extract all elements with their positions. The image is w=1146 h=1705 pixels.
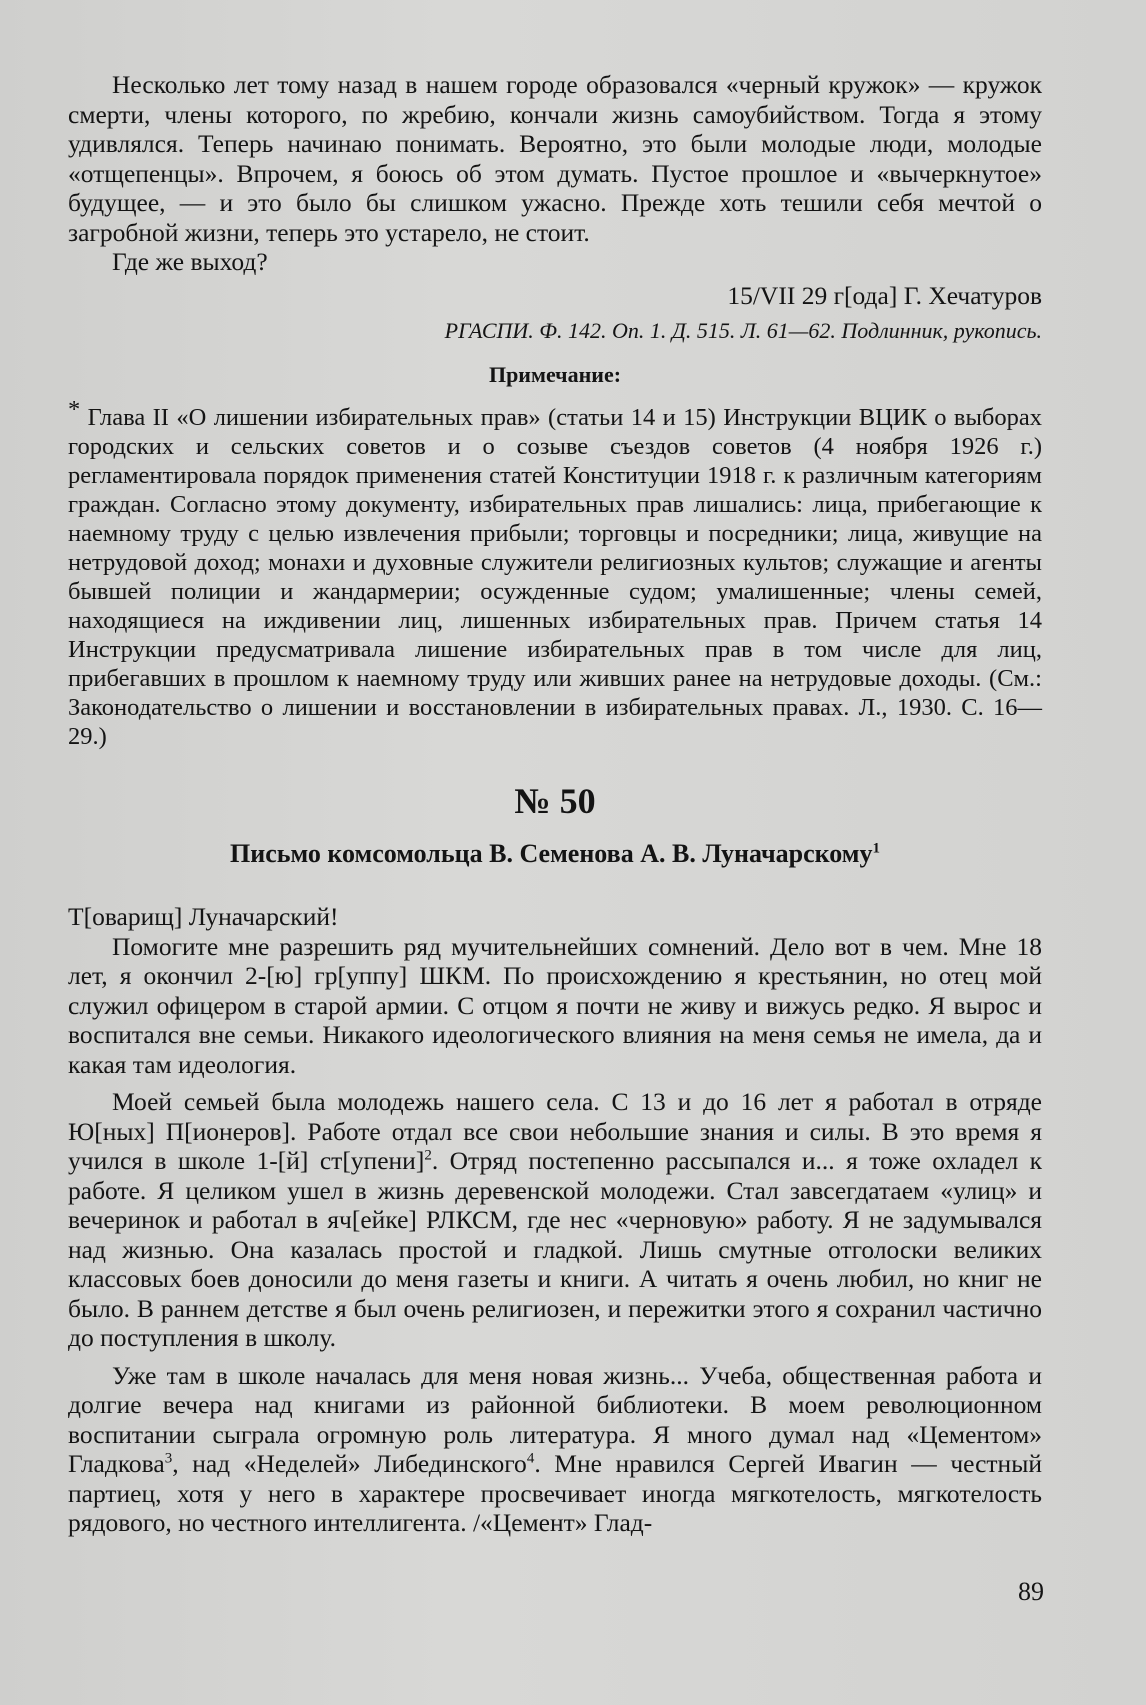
- greeting: Т[оварищ] Луначарский!: [68, 902, 339, 931]
- footnote-ref-4: 4: [526, 1450, 535, 1467]
- paragraph-3: [68, 1361, 1042, 1538]
- note-body: Глава II «О лишении избирательных прав» (статьи 14 и 15) Инструкции ВЦИК о выборах городских и сельских советов и о созыве съездов советов (4 ноября 1926 г.) регламентировала порядок применения статей Конституции 1918 г. к различным категориям граждан. Согласно этому документу, избирательных прав лишались: лица, прибегающие к наемному труду с целью извлечения прибыли; торговцы и посредники; лица, живущие на нетрудовой доход; монахи и духовные служители религиозных культов; служащие и агенты бывшей полиции и жандармерии; осужденные судом; умалишенные; члены семей, находящиеся на иждивении лиц, лишенных избирательных прав. Причем статья 14 Инструкции предусматривала лишение избирательных прав в том числе для лиц, прибегавших в прошлом к наемному труду или живших ранее на нетрудовые доходы. (См.: Законодательство о лишении и восстановлении в избирательных правах. Л., 1930. С. 16—29.): [68, 404, 1042, 750]
- paragraph-3-text-b: , над «Неделей» Либединского: [172, 1449, 527, 1478]
- paragraph-2: [68, 1087, 1042, 1353]
- paragraph-2-text-a: Моей семьей была молодежь нашего села. С 13 и до 16 лет я работал в отряде Ю[ных] П[ионеров]. Работе отдал все свои небольшие знания и силы. В это время я учился в школе 1-[й] ст[упени]: [68, 1087, 1042, 1175]
- page-number: 89: [1018, 1577, 1044, 1606]
- title-footnote-ref: 1: [872, 839, 880, 856]
- paragraph-1: Помогите мне разрешить ряд мучительнейших сомнений. Дело вот в чем. Мне 18 лет, я окончил 2-[ю] гр[уппу] ШКМ. По происхождению я крестьянин, но отец мой служил офицером в старой армии. С отцом я почти не живу и вижусь редко. Я вырос и воспитался вне семьи. Никакого идеологического влияния на меня семья не имела, да и какая там идеология.: [68, 931, 1042, 1079]
- paragraph-3-text-a: Уже там в школе началась для меня новая жизнь... Учеба, общественная работа и долгие вечера над книгами из районной библиотеки. В моем революционном воспитании сыграла огромную роль литература. Я много думал над «Цементом» Гладкова: [68, 1360, 1042, 1478]
- document-title-text: Письмо комсомольца В. Семенова А. В. Луначарскому: [230, 838, 873, 868]
- document-number: № 50: [514, 781, 596, 821]
- note-heading: Примечание:: [488, 361, 622, 387]
- archive-source: РГАСПИ. Ф. 142. Оп. 1. Д. 515. Л. 61—62. Подлинник, рукопись.: [444, 318, 1042, 343]
- document-title: [68, 839, 1042, 869]
- paragraph-3-text-c: . Мне нравился Сергей Ивагин — честный партиец, хотя у него в характере просвечивает иногда мягкотелость, мягкотелость рядового, но честного интеллигента. /«Цемент» Глад-: [68, 1449, 1042, 1537]
- top-paragraph: Несколько лет тому назад в нашем городе образовался «черный кружок» — кружок смерти, члены которого, по жребию, кончали жизнь самоубийством. Тогда я этому удивлялся. Теперь начинаю понимать. Вероятно, это были молодые люди, молодые «отщепенцы». Впрочем, я боюсь об этом думать. Пустое прошлое и «вычеркнутое» будущее, — и это было бы слишком ужасно. Прежде хоть тешили себя мечтой о загробной жизни, теперь это устарело, не стоит.: [68, 70, 1042, 247]
- note-text: [68, 396, 1042, 751]
- signature: 15/VII 29 г[ода] Г. Хечатуров: [727, 280, 1042, 310]
- paragraph-2-text-b: . Отряд постепенно рассыпался и... я тоже охладел к работе. Я целиком ушел в жизнь деревенской молодежи. Стал завсегдатаем «улиц» и вечеринок и работал в яч[ейке] РЛКСМ, где нес «черновую» работу. Я не задумывался над жизнью. Она казалась простой и гладкой. Лишь смутные отголоски великих классовых боев доносили до меня газеты и книги. А читать я очень любил, но книг не было. В раннем детстве я был очень религиозен, и пережитки этого я сохранил частично до поступления в школу.: [68, 1146, 1042, 1352]
- text-column: [68, 70, 1042, 1538]
- footnote-ref-3: 3: [164, 1450, 173, 1467]
- closing-question: Где же выход?: [112, 247, 268, 276]
- note-marker: *: [68, 396, 81, 423]
- footnote-ref-2: 2: [424, 1147, 432, 1164]
